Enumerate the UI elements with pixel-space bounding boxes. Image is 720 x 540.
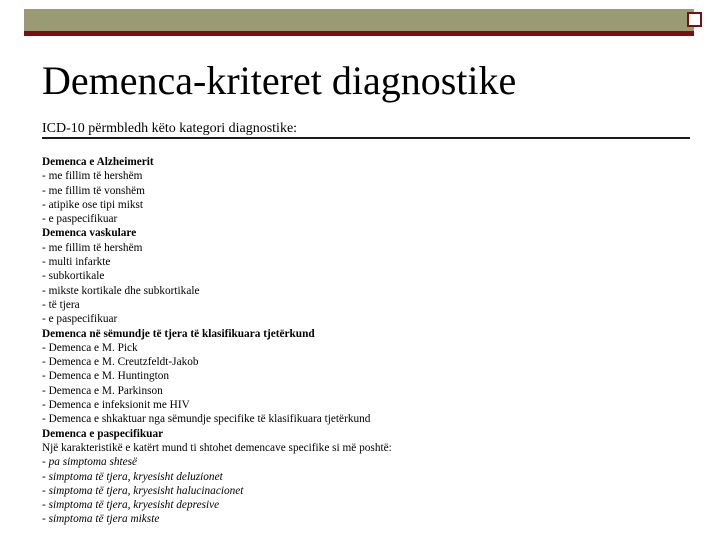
category-heading: Demenca e Alzheimerit — [42, 156, 154, 168]
list-item: - të tjera — [42, 298, 80, 311]
category-heading: Demenca në sëmundje të tjera të klasifikuara tjetërkund — [42, 327, 315, 340]
list-item: - subkortikale — [42, 270, 105, 283]
list-item: - Demenca e M. Huntington — [42, 370, 170, 383]
corner-square-icon — [687, 12, 702, 27]
list-item: - me fillim të hershëm — [42, 170, 143, 183]
list-item: - Demenca e M. Pick — [42, 341, 138, 354]
diagnostic-category-list — [42, 155, 392, 527]
list-item: - e paspecifikuar — [42, 213, 118, 226]
list-item: - simptoma të tjera, kryesisht halucinacionet — [42, 484, 244, 497]
slide-title: Demenca-kriteret diagnostike — [42, 58, 517, 103]
top-decorative-bar — [24, 9, 694, 31]
top-accent-line — [24, 31, 694, 36]
list-item: - mikste kortikale dhe subkortikale — [42, 284, 200, 297]
title-divider — [42, 137, 690, 139]
list-item: - atipike ose tipi mikst — [42, 198, 144, 211]
list-item: - me fillim të hershëm — [42, 241, 143, 254]
list-item: - Demenca e M. Parkinson — [42, 384, 163, 397]
list-item: - Demenca e M. Creutzfeldt-Jakob — [42, 356, 199, 369]
list-item: - simptoma të tjera, kryesisht depresive — [42, 499, 220, 512]
list-item: - simptoma të tjera mikste — [42, 513, 160, 526]
list-item: Një karakteristikë e katërt mund ti shtohet demencave specifike si më poshtë: — [42, 441, 392, 454]
category-heading: Demenca vaskulare — [42, 227, 137, 240]
category-heading: Demenca e paspecifikuar — [42, 427, 164, 440]
list-item: - e paspecifikuar — [42, 313, 118, 326]
list-item: - Demenca e shkaktuar nga sëmundje specifike të klasifikuara tjetërkund — [42, 413, 371, 426]
list-item: - Demenca e infeksionit me HIV — [42, 399, 190, 412]
slide-subtitle: ICD-10 përmbledh këto kategori diagnostike: — [42, 121, 298, 136]
list-item: - multi infarkte — [42, 256, 111, 269]
list-item: - me fillim të vonshëm — [42, 184, 145, 197]
list-item: - pa simptoma shtesë — [42, 456, 138, 469]
list-item: - simptoma të tjera, kryesisht deluzionet — [42, 470, 223, 483]
